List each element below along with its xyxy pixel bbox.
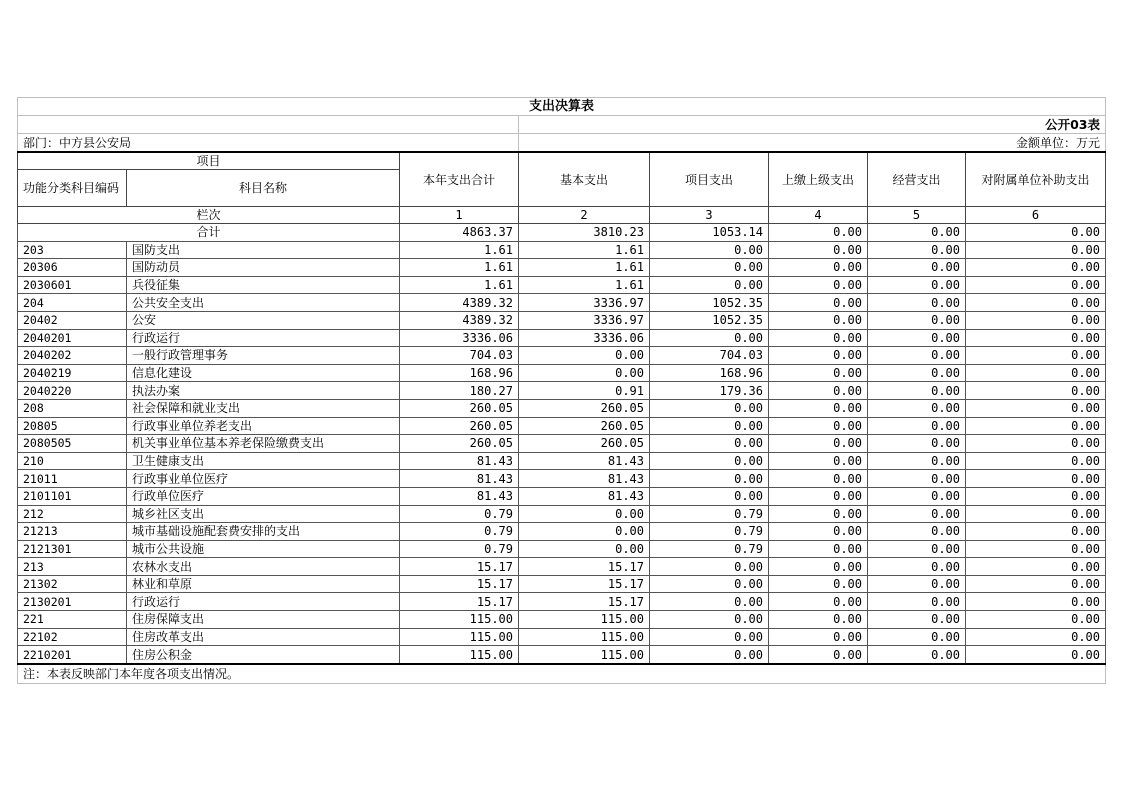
code-column-header: 功能分类科目编码 [18, 170, 127, 207]
subject-code: 2130201 [18, 593, 127, 611]
amount-cell: 0.00 [966, 452, 1106, 470]
amount-cell: 0.00 [966, 276, 1106, 294]
subject-code: 212 [18, 505, 127, 523]
amount-cell: 0.00 [868, 364, 966, 382]
subject-code: 2080505 [18, 435, 127, 453]
amount-cell: 1.61 [400, 259, 519, 277]
col-header-project: 项目支出 [650, 152, 769, 207]
amount-cell: 0.00 [966, 364, 1106, 382]
amount-cell: 0.00 [769, 487, 868, 505]
amount-cell: 1052.35 [650, 294, 769, 312]
amount-cell: 260.05 [400, 399, 519, 417]
amount-cell: 0.00 [868, 575, 966, 593]
amount-cell: 115.00 [400, 628, 519, 646]
subject-code: 203 [18, 241, 127, 259]
subject-code: 21011 [18, 470, 127, 488]
subject-name: 行政运行 [127, 593, 400, 611]
amount-cell: 0.00 [868, 259, 966, 277]
amount-cell: 0.00 [966, 593, 1106, 611]
table-row [18, 540, 1106, 558]
amount-cell: 0.00 [769, 558, 868, 576]
amount-cell: 1.61 [519, 241, 650, 259]
item-group-header: 项目 [18, 152, 400, 170]
table-row [18, 558, 1106, 576]
amount-cell: 0.00 [650, 593, 769, 611]
subject-name: 公安 [127, 311, 400, 329]
amount-cell: 81.43 [519, 487, 650, 505]
amount-cell: 0.91 [519, 382, 650, 400]
table-row [18, 311, 1106, 329]
amount-cell: 0.00 [769, 435, 868, 453]
amount-cell: 115.00 [519, 628, 650, 646]
amount-cell: 3336.97 [519, 311, 650, 329]
department-label: 部门：中方县公安局 [18, 134, 519, 153]
amount-cell: 0.00 [769, 505, 868, 523]
total-value: 1053.14 [650, 224, 769, 242]
subject-name: 城市基础设施配套费安排的支出 [127, 523, 400, 541]
subject-code: 2210201 [18, 646, 127, 664]
amount-cell: 0.00 [519, 347, 650, 365]
amount-cell: 0.00 [868, 558, 966, 576]
amount-cell: 0.00 [868, 382, 966, 400]
amount-cell: 0.00 [769, 417, 868, 435]
subject-code: 2040202 [18, 347, 127, 365]
amount-cell: 81.43 [400, 487, 519, 505]
subject-name: 行政单位医疗 [127, 487, 400, 505]
subject-code: 2101101 [18, 487, 127, 505]
amount-cell: 0.00 [519, 364, 650, 382]
table-row [18, 593, 1106, 611]
amount-cell: 0.00 [868, 241, 966, 259]
amount-cell: 0.00 [769, 470, 868, 488]
amount-cell: 0.00 [650, 628, 769, 646]
total-row [18, 224, 1106, 242]
amount-cell: 704.03 [400, 347, 519, 365]
amount-cell: 0.00 [650, 329, 769, 347]
amount-cell: 0.00 [769, 382, 868, 400]
amount-cell: 0.00 [966, 259, 1106, 277]
amount-cell: 0.00 [769, 540, 868, 558]
amount-cell: 3336.06 [400, 329, 519, 347]
amount-cell: 0.00 [868, 347, 966, 365]
amount-cell: 0.00 [650, 470, 769, 488]
col-number: 2 [519, 207, 650, 224]
amount-cell: 81.43 [519, 452, 650, 470]
amount-cell: 0.00 [650, 575, 769, 593]
amount-cell: 1.61 [400, 241, 519, 259]
name-column-header: 科目名称 [127, 170, 400, 207]
table-row [18, 505, 1106, 523]
amount-cell: 0.00 [966, 347, 1106, 365]
amount-cell: 0.00 [650, 259, 769, 277]
amount-cell: 0.00 [769, 523, 868, 541]
amount-cell: 0.00 [966, 470, 1106, 488]
col-header-subsidiary-subsidy: 对附属单位补助支出 [966, 152, 1106, 207]
table-row [18, 417, 1106, 435]
amount-cell: 168.96 [650, 364, 769, 382]
amount-cell: 0.00 [966, 558, 1106, 576]
subject-name: 行政事业单位医疗 [127, 470, 400, 488]
subject-name: 信息化建设 [127, 364, 400, 382]
amount-cell: 0.00 [966, 311, 1106, 329]
amount-cell: 0.00 [868, 417, 966, 435]
amount-cell: 0.00 [966, 417, 1106, 435]
amount-cell: 1.61 [519, 276, 650, 294]
subject-code: 20306 [18, 259, 127, 277]
amount-cell: 4389.32 [400, 294, 519, 312]
amount-cell: 0.00 [650, 417, 769, 435]
amount-cell: 0.00 [868, 435, 966, 453]
amount-cell: 15.17 [519, 558, 650, 576]
amount-cell: 260.05 [400, 435, 519, 453]
table-row [18, 347, 1106, 365]
subject-name: 住房改革支出 [127, 628, 400, 646]
subject-name: 公共安全支出 [127, 294, 400, 312]
expenditure-table [17, 97, 1106, 684]
total-value: 3810.23 [519, 224, 650, 242]
subject-name: 国防动员 [127, 259, 400, 277]
table-row [18, 294, 1106, 312]
amount-cell: 0.00 [966, 646, 1106, 664]
amount-cell: 260.05 [519, 417, 650, 435]
amount-cell: 0.00 [868, 540, 966, 558]
subject-name: 林业和草原 [127, 575, 400, 593]
table-note: 注：本表反映部门本年度各项支出情况。 [18, 664, 1106, 684]
amount-cell: 15.17 [400, 558, 519, 576]
amount-cell: 0.00 [650, 241, 769, 259]
total-value: 0.00 [769, 224, 868, 242]
amount-cell: 0.00 [650, 276, 769, 294]
subject-code: 2121301 [18, 540, 127, 558]
amount-cell: 0.00 [769, 294, 868, 312]
total-value: 0.00 [966, 224, 1106, 242]
subject-code: 2040201 [18, 329, 127, 347]
col-number: 4 [769, 207, 868, 224]
amount-cell: 0.00 [868, 505, 966, 523]
col-number: 6 [966, 207, 1106, 224]
table-row [18, 241, 1106, 259]
amount-cell: 0.00 [769, 646, 868, 664]
col-header-total: 本年支出合计 [400, 152, 519, 207]
amount-cell: 15.17 [400, 575, 519, 593]
table-number: 公开03表 [519, 116, 1106, 134]
amount-cell: 0.00 [868, 329, 966, 347]
amount-cell: 4389.32 [400, 311, 519, 329]
table-row [18, 382, 1106, 400]
amount-cell: 115.00 [519, 611, 650, 629]
table-row [18, 523, 1106, 541]
amount-cell: 115.00 [400, 611, 519, 629]
amount-cell: 3336.06 [519, 329, 650, 347]
amount-cell: 0.00 [868, 399, 966, 417]
amount-cell: 0.00 [966, 611, 1106, 629]
amount-cell: 0.00 [519, 540, 650, 558]
amount-cell: 0.00 [769, 593, 868, 611]
table-row [18, 329, 1106, 347]
subject-name: 国防支出 [127, 241, 400, 259]
amount-cell: 0.00 [868, 276, 966, 294]
amount-cell: 0.00 [966, 382, 1106, 400]
amount-cell: 0.79 [400, 505, 519, 523]
subject-code: 2030601 [18, 276, 127, 294]
subject-name: 住房公积金 [127, 646, 400, 664]
amount-cell: 0.00 [769, 329, 868, 347]
subject-code: 21213 [18, 523, 127, 541]
amount-cell: 0.00 [966, 294, 1106, 312]
amount-cell: 0.00 [868, 523, 966, 541]
amount-cell: 0.00 [868, 294, 966, 312]
amount-cell: 704.03 [650, 347, 769, 365]
amount-cell: 1.61 [519, 259, 650, 277]
amount-cell: 0.00 [769, 628, 868, 646]
amount-cell: 0.00 [769, 276, 868, 294]
amount-cell: 260.05 [519, 399, 650, 417]
amount-cell: 81.43 [519, 470, 650, 488]
amount-cell: 0.00 [650, 646, 769, 664]
table-row [18, 399, 1106, 417]
amount-cell: 0.79 [650, 523, 769, 541]
amount-cell: 0.00 [868, 593, 966, 611]
amount-cell: 0.00 [769, 259, 868, 277]
amount-cell: 0.00 [868, 470, 966, 488]
table-row [18, 435, 1106, 453]
expenditure-statement-sheet [17, 97, 1105, 684]
col-number: 1 [400, 207, 519, 224]
table-row [18, 611, 1106, 629]
subject-name: 城乡社区支出 [127, 505, 400, 523]
amount-cell: 260.05 [519, 435, 650, 453]
subject-code: 2040220 [18, 382, 127, 400]
amount-cell: 0.00 [650, 452, 769, 470]
table-title: 支出决算表 [18, 98, 1106, 116]
subject-name: 卫生健康支出 [127, 452, 400, 470]
total-value: 0.00 [868, 224, 966, 242]
subject-name: 兵役征集 [127, 276, 400, 294]
table-row [18, 259, 1106, 277]
subject-code: 20805 [18, 417, 127, 435]
amount-cell: 0.00 [650, 435, 769, 453]
amount-cell: 0.00 [868, 611, 966, 629]
col-number: 3 [650, 207, 769, 224]
amount-cell: 0.00 [868, 628, 966, 646]
amount-cell: 15.17 [400, 593, 519, 611]
col-header-business: 经营支出 [868, 152, 966, 207]
subject-code: 221 [18, 611, 127, 629]
amount-cell: 0.00 [868, 452, 966, 470]
subject-name: 住房保障支出 [127, 611, 400, 629]
amount-cell: 0.00 [769, 311, 868, 329]
table-row [18, 487, 1106, 505]
subject-name: 行政运行 [127, 329, 400, 347]
amount-cell: 0.00 [769, 452, 868, 470]
amount-cell: 0.00 [650, 487, 769, 505]
amount-cell: 179.36 [650, 382, 769, 400]
amount-cell: 0.00 [966, 487, 1106, 505]
amount-cell: 0.00 [966, 505, 1106, 523]
amount-cell: 0.00 [966, 575, 1106, 593]
amount-cell: 260.05 [400, 417, 519, 435]
total-value: 4863.37 [400, 224, 519, 242]
amount-cell: 168.96 [400, 364, 519, 382]
amount-cell: 0.00 [868, 646, 966, 664]
subject-code: 208 [18, 399, 127, 417]
total-label: 合计 [18, 224, 400, 242]
amount-cell: 0.00 [650, 399, 769, 417]
table-row [18, 364, 1106, 382]
subject-name: 行政事业单位养老支出 [127, 417, 400, 435]
table-row [18, 470, 1106, 488]
amount-cell: 1.61 [400, 276, 519, 294]
subject-name: 机关事业单位基本养老保险缴费支出 [127, 435, 400, 453]
amount-cell: 0.00 [769, 611, 868, 629]
amount-cell: 0.00 [966, 399, 1106, 417]
amount-cell: 0.79 [400, 540, 519, 558]
subject-name: 一般行政管理事务 [127, 347, 400, 365]
col-header-basic: 基本支出 [519, 152, 650, 207]
subject-name: 执法办案 [127, 382, 400, 400]
subject-name: 社会保障和就业支出 [127, 399, 400, 417]
unit-label: 金额单位：万元 [519, 134, 1106, 153]
subject-code: 204 [18, 294, 127, 312]
amount-cell: 0.00 [966, 241, 1106, 259]
subject-name: 城市公共设施 [127, 540, 400, 558]
subject-code: 22102 [18, 628, 127, 646]
amount-cell: 0.00 [519, 523, 650, 541]
amount-cell: 3336.97 [519, 294, 650, 312]
amount-cell: 180.27 [400, 382, 519, 400]
amount-cell: 0.79 [650, 540, 769, 558]
col-number: 5 [868, 207, 966, 224]
table-row [18, 575, 1106, 593]
subject-code: 2040219 [18, 364, 127, 382]
col-header-remit-superior: 上缴上级支出 [769, 152, 868, 207]
amount-cell: 0.79 [400, 523, 519, 541]
amount-cell: 0.00 [650, 611, 769, 629]
amount-cell: 0.00 [769, 241, 868, 259]
subject-code: 213 [18, 558, 127, 576]
table-row [18, 628, 1106, 646]
amount-cell: 0.00 [519, 505, 650, 523]
subject-code: 210 [18, 452, 127, 470]
amount-cell: 0.00 [769, 364, 868, 382]
blank-cell [18, 116, 519, 134]
subject-name: 农林水支出 [127, 558, 400, 576]
amount-cell: 115.00 [519, 646, 650, 664]
amount-cell: 1052.35 [650, 311, 769, 329]
amount-cell: 0.79 [650, 505, 769, 523]
table-row [18, 646, 1106, 664]
amount-cell: 15.17 [519, 575, 650, 593]
subject-code: 21302 [18, 575, 127, 593]
table-row [18, 276, 1106, 294]
amount-cell: 0.00 [868, 487, 966, 505]
amount-cell: 0.00 [966, 435, 1106, 453]
amount-cell: 0.00 [966, 628, 1106, 646]
amount-cell: 0.00 [966, 523, 1106, 541]
amount-cell: 0.00 [650, 558, 769, 576]
table-row [18, 452, 1106, 470]
amount-cell: 0.00 [769, 399, 868, 417]
subject-code: 20402 [18, 311, 127, 329]
amount-cell: 81.43 [400, 470, 519, 488]
amount-cell: 0.00 [966, 329, 1106, 347]
amount-cell: 0.00 [769, 347, 868, 365]
amount-cell: 81.43 [400, 452, 519, 470]
amount-cell: 115.00 [400, 646, 519, 664]
amount-cell: 0.00 [868, 311, 966, 329]
amount-cell: 15.17 [519, 593, 650, 611]
amount-cell: 0.00 [966, 540, 1106, 558]
amount-cell: 0.00 [769, 575, 868, 593]
row-number-label: 栏次 [18, 207, 400, 224]
